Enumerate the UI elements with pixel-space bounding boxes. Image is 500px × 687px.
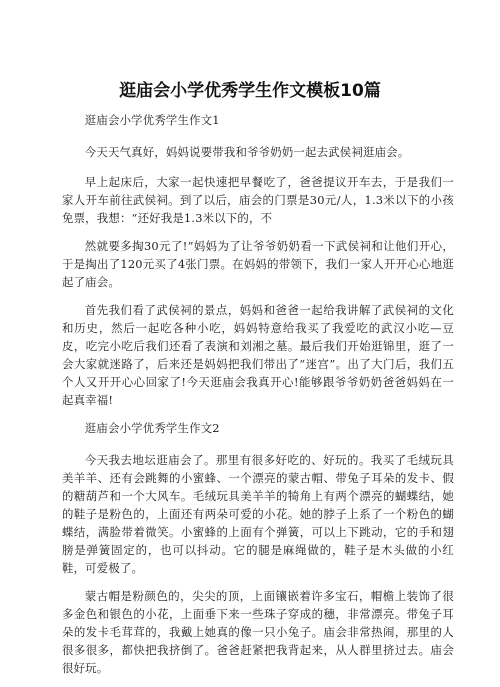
paragraph: 然就要多掏30元了!”妈妈为了让爷爷奶奶看一下武侯祠和让他们开心，于是掏出了120元买了4张门票。在妈妈的带领下，我们一家人开开心心地逛起了庙会。: [62, 239, 454, 289]
paragraph: 蒙古帽是粉颜色的，尖尖的顶，上面镶嵌着许多宝石，帽檐上装饰了很多金色和银色的小花，上面垂下来一些珠子穿成的穗，非常漂亮。带兔子耳朵的发卡毛茸茸的，我戴上她真的像一只小兔子。庙会非常热闹，那里的人很多很多，都快把我挤倒了。爸爸赶紧把我背起来，从人群里挤过去。庙会很好玩。: [62, 589, 454, 675]
paragraph: 今天天气真好，妈妈说要带我和爷爷奶奶一起去武侯祠逛庙会。: [84, 145, 410, 159]
section-heading-2: 逛庙会小学优秀学生作文2: [84, 421, 220, 435]
paragraph: 今天我去地坛逛庙会了。那里有很多好吃的、好玩的。我买了毛绒玩具美羊羊、还有会跳舞的小蜜蜂、一个漂亮的蒙古帽、带兔子耳朵的发卡、假的糖葫芦和一个大风车。毛绒玩具美羊羊的犄角上有两个漂亮的蝴蝶结，她的鞋子是粉色的，上面还有两朵可爱的小花。她的脖子上系了一个粉色的蝴蝶结，满脸带着微笑。小蜜蜂的上面有个弹簧，可以上下跳动，它的手和翅膀是弹簧固定的，也可以抖动。它的腿是麻绳做的，鞋子是木头做的小红鞋，可爱极了。: [62, 453, 454, 575]
section-heading-1: 逛庙会小学优秀学生作文1: [84, 113, 220, 127]
document-title: 逛庙会小学优秀学生作文模板10篇: [119, 81, 381, 101]
paragraph: 早上起床后，大家一起快速把早餐吃了，爸爸提议开车去，于是我们一家人开车前往武侯祠。到了以后，庙会的门票是30元/人，1.3米以下的小孩免票，我想：“还好我是1.3米以下的，不: [62, 175, 454, 225]
document-body: [62, 111, 454, 687]
paragraph: 首先我们看了武侯祠的景点，妈妈和爸爸一起给我讲解了武侯祠的文化和历史，然后一起吃各种小吃，妈妈特意给我买了我爱吃的武汉小吃—豆皮，吃完小吃后我们还看了表演和刘湘之墓。最后我们开始逛锦里，逛了一会大家就迷路了，后来还是妈妈把我们带出了“迷宫”。出了大门后，我们五个人又开开心心回家了!今天逛庙会我真开心!能够跟爷爷奶奶爸爸妈妈在一起真幸福!: [62, 303, 454, 407]
